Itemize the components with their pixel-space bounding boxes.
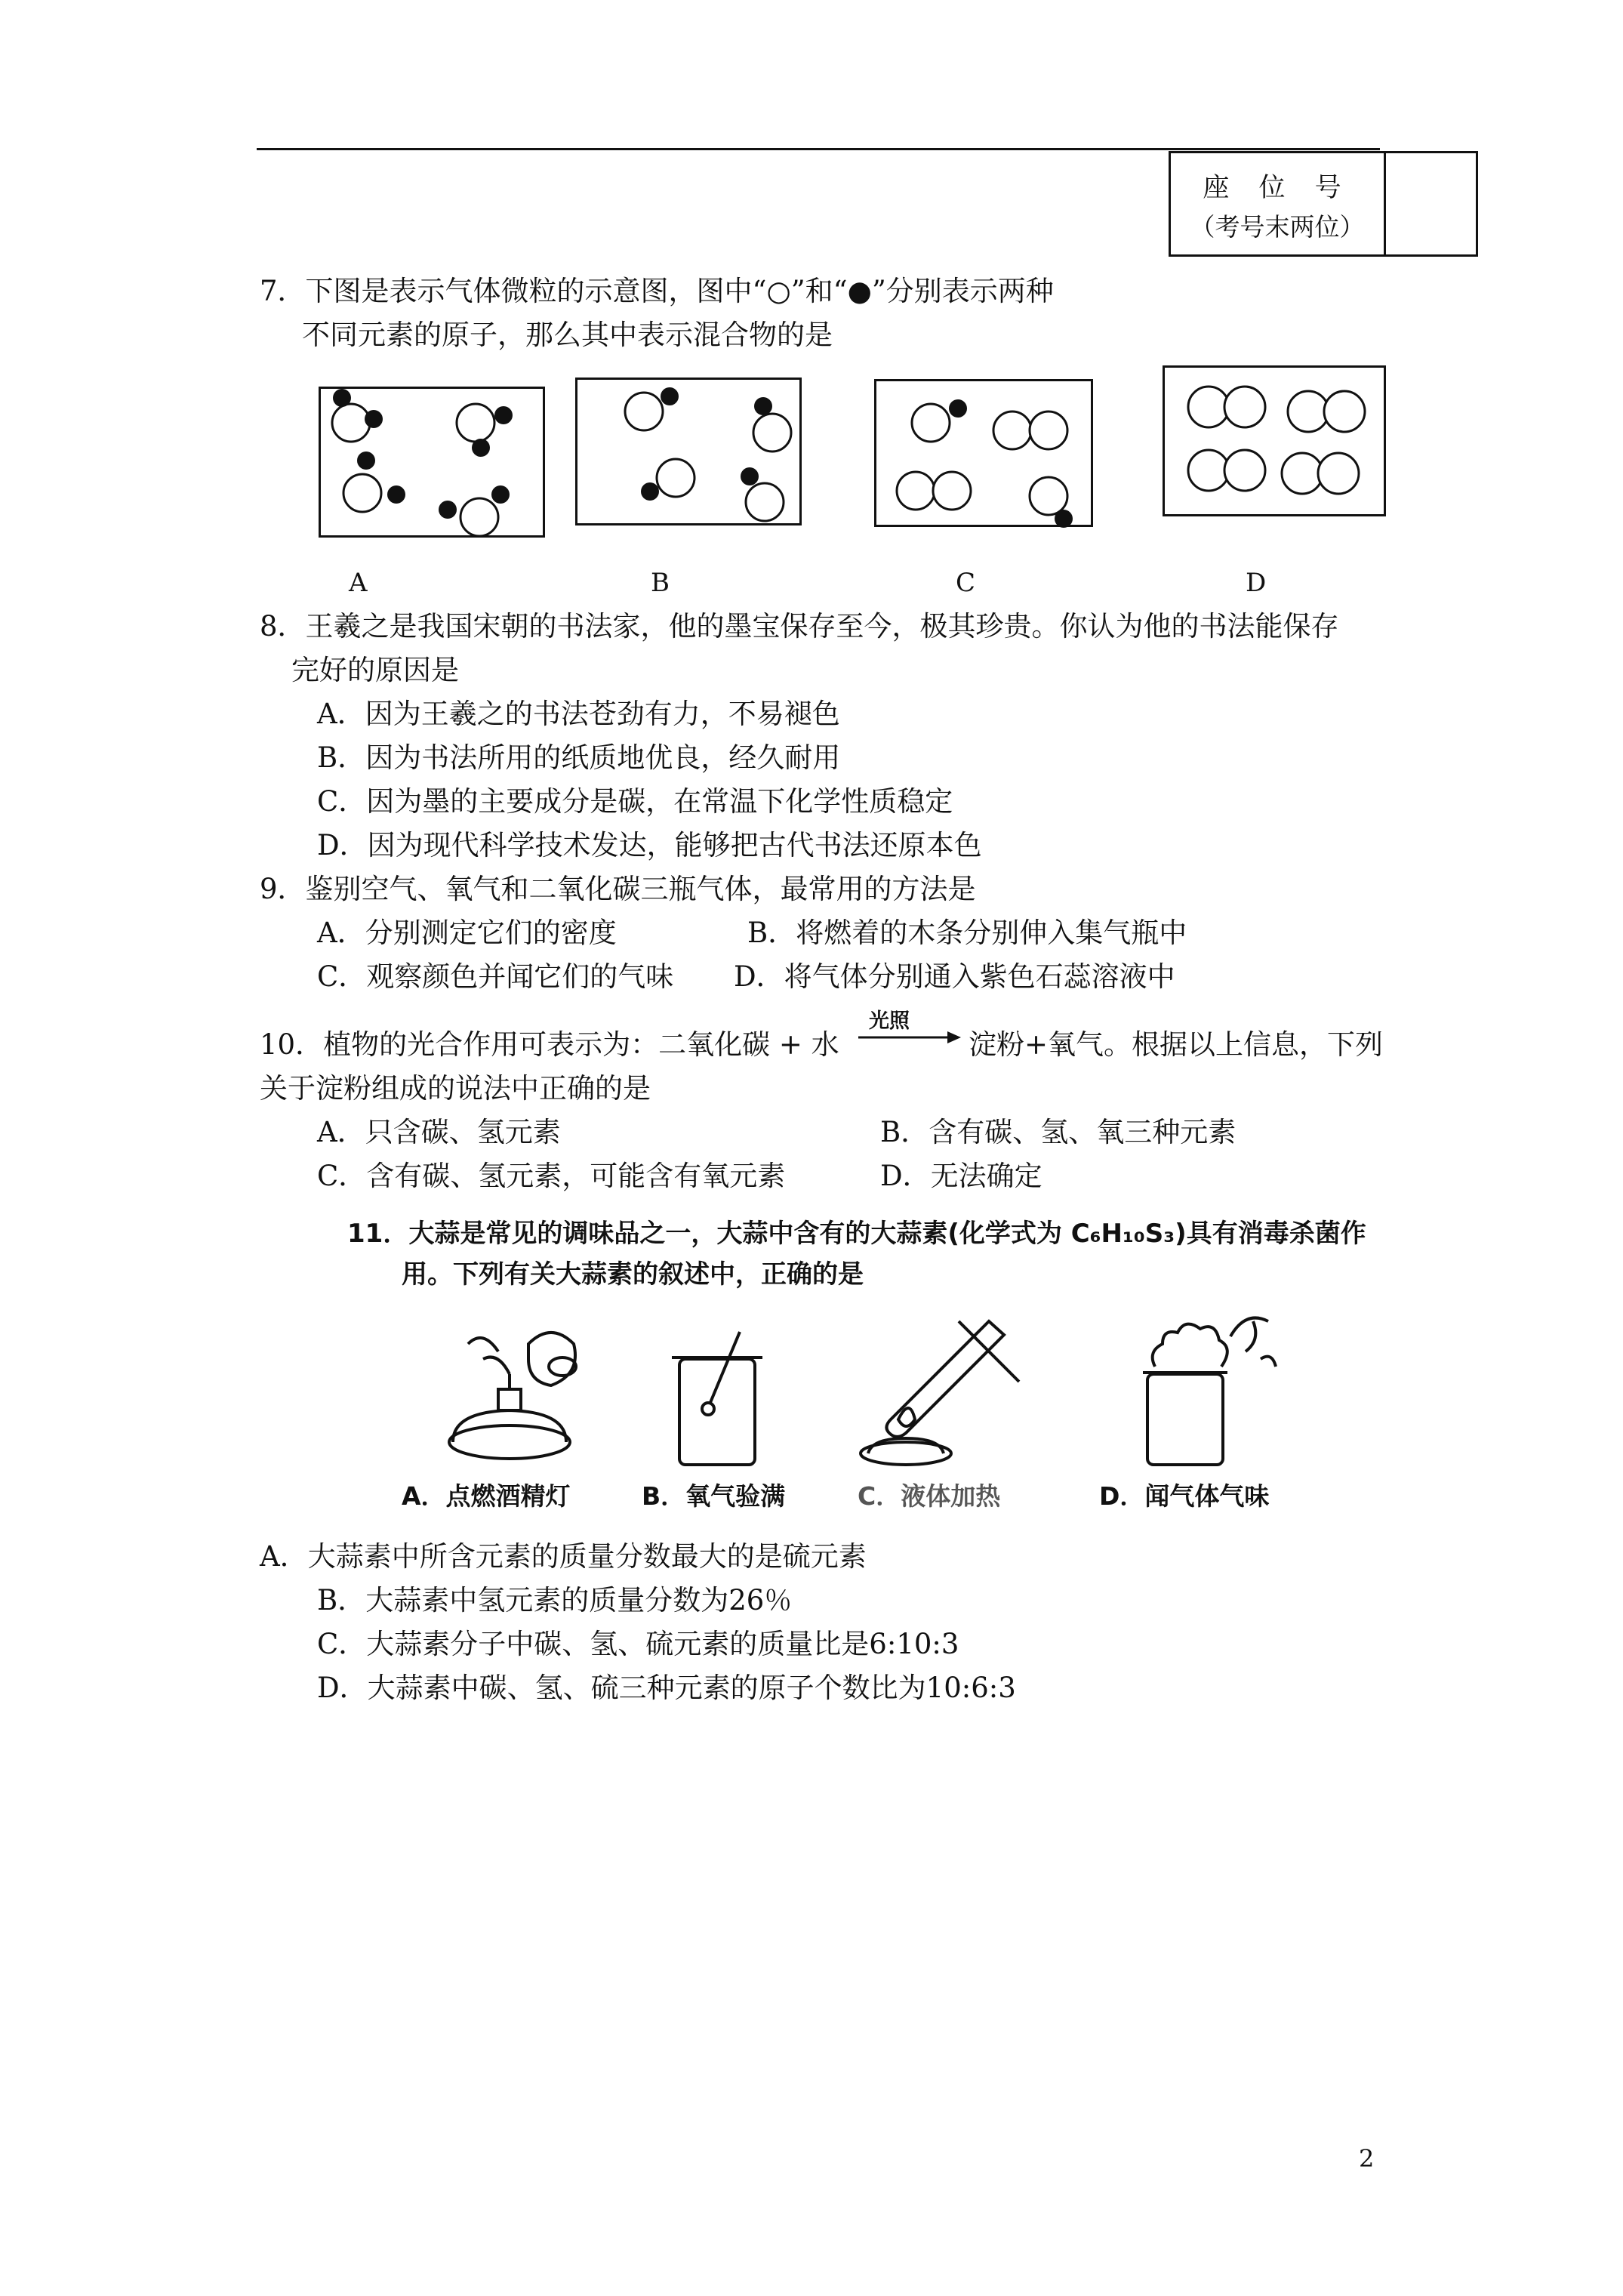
q7-option-a: A <box>349 568 368 598</box>
page-number: 2 <box>1359 2144 1375 2173</box>
q10-reaction-arrow <box>857 1004 962 1049</box>
gas-jar-icon <box>664 1329 770 1472</box>
q11-stem-line2: 用。下列有关大蒜素的叙述中，正确的是 <box>402 1259 864 1290</box>
apparatus-caption-a: A．点燃酒精灯 <box>402 1481 571 1511</box>
q10-stem-line2: 关于淀粉组成的说法中正确的是 <box>260 1072 651 1105</box>
q7-diagram-d <box>1163 365 1386 516</box>
q7-diagram-b <box>575 378 802 525</box>
q9-option-d: D．将气体分别通入紫色石蕊溶液中 <box>734 960 1175 993</box>
q7-option-c: C <box>956 568 976 598</box>
apparatus-caption-c: C．液体加热 <box>858 1481 1001 1511</box>
q11-stem-line1: 11．大蒜是常见的调味品之一，大蒜中含有的大蒜素(化学式为 C₆H₁₀S₃)具有消毒杀菌作 <box>347 1219 1366 1249</box>
q7-diagram-a <box>319 387 545 538</box>
q10-stem-part1: 10．植物的光合作用可表示为：二氧化碳 + 水 <box>260 1028 839 1061</box>
q10-option-d: D．无法确定 <box>880 1160 1042 1192</box>
test-tube-heating-icon <box>845 1306 1027 1472</box>
q9-option-c: C．观察颜色并闻它们的气味 <box>317 960 674 993</box>
apparatus-caption-d: D．闻气体气味 <box>1099 1481 1270 1511</box>
q11-option-c: C．大蒜素分子中碳、氢、硫元素的质量比是6:10:3 <box>317 1628 959 1660</box>
alcohol-lamp-icon <box>438 1314 589 1472</box>
q8-option-c: C．因为墨的主要成分是碳，在常温下化学性质稳定 <box>317 785 953 818</box>
q10-option-c: C．含有碳、氢元素，可能含有氧元素 <box>317 1160 786 1192</box>
q9-stem: 9．鉴别空气、氧气和二氧化碳三瓶气体，最常用的方法是 <box>260 873 976 905</box>
q7-stem-line1: 7．下图是表示气体微粒的示意图，图中“○”和“●”分别表示两种 <box>260 275 1054 307</box>
q10-stem-part2: 淀粉+氧气。根据以上信息，下列 <box>969 1028 1384 1061</box>
q7-option-b: B <box>651 568 670 598</box>
q7-option-d: D <box>1246 568 1267 598</box>
q11-option-a: A．大蒜素中所含元素的质量分数最大的是硫元素 <box>260 1540 867 1573</box>
q8-option-d: D．因为现代科学技术发达，能够把古代书法还原本色 <box>317 829 982 861</box>
q10-option-a: A．只含碳、氢元素 <box>317 1116 561 1148</box>
q8-option-a: A．因为王羲之的书法苍劲有力，不易褪色 <box>317 698 840 730</box>
q8-stem-line1: 8．王羲之是我国宋朝的书法家，他的墨宝保存至今，极其珍贵。你认为他的书法能保存 <box>260 610 1339 643</box>
q11-option-d: D．大蒜素中碳、氢、硫三种元素的原子个数比为10:6:3 <box>317 1672 1016 1704</box>
apparatus-caption-b: B．氧气验满 <box>642 1481 786 1511</box>
seat-note: （考号末两位） <box>1190 212 1365 242</box>
q10-option-b: B．含有碳、氢、氧三种元素 <box>880 1116 1236 1148</box>
q7-stem-line2: 不同元素的原子，那么其中表示混合物的是 <box>302 319 833 351</box>
seat-divider <box>1384 153 1386 254</box>
q9-option-b: B．将燃着的木条分别伸入集气瓶中 <box>747 917 1187 949</box>
q10-arrow-label: 光照 <box>869 1009 910 1033</box>
seat-number-box <box>1169 151 1478 257</box>
header-rule <box>257 148 1380 150</box>
q8-option-b: B．因为书法所用的纸质地优良，经久耐用 <box>317 741 841 774</box>
q11-option-b: B．大蒜素中氢元素的质量分数为26％ <box>317 1584 793 1616</box>
q7-diagram-c <box>874 379 1093 527</box>
q8-stem-line2: 完好的原因是 <box>291 654 459 686</box>
smelling-gas-icon <box>1132 1306 1283 1472</box>
q9-option-a: A．分别测定它们的密度 <box>317 917 617 949</box>
seat-label: 座 位 号 <box>1203 173 1352 203</box>
